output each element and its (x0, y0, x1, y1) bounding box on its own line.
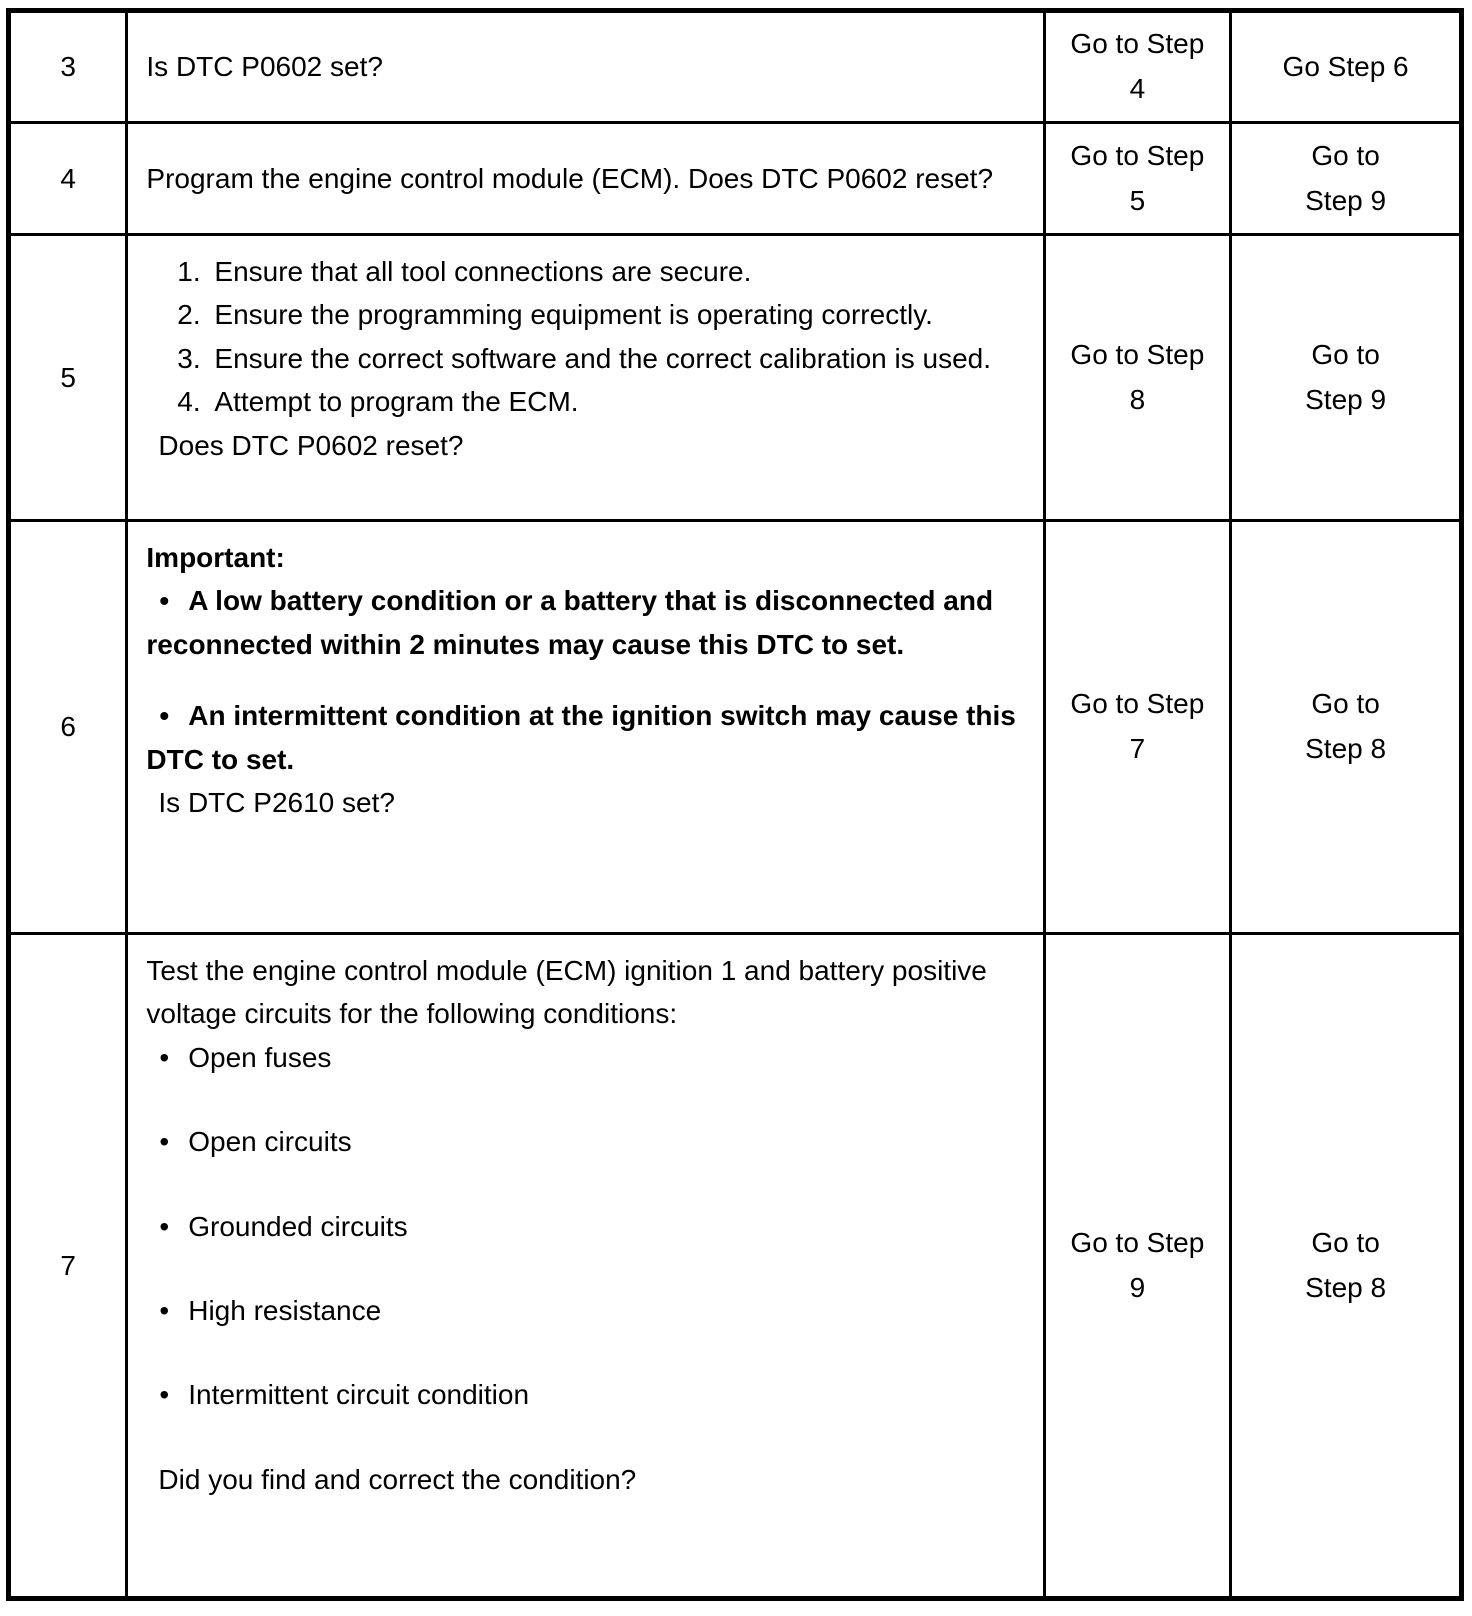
goto-line: Go to (1311, 1226, 1380, 1258)
bullet-text: An intermittent condition at the ignition switch may cause this DTC to set. (146, 700, 1016, 775)
goto-line: Go to Step (1070, 1226, 1205, 1258)
action-cell (127, 11, 1044, 123)
goto-line: Go to (1311, 139, 1380, 171)
bullet-text: High resistance (188, 1294, 382, 1326)
step-number: 4 (60, 162, 76, 194)
bullet-text: Open circuits (188, 1126, 352, 1158)
important-bullet (146, 694, 1018, 781)
action-cell (127, 123, 1044, 235)
goto-line: Go to Step (1070, 338, 1205, 370)
bullet-icon: • (159, 1379, 170, 1411)
table-row-step-6 (9, 521, 1462, 934)
yes-cell (1044, 123, 1231, 235)
goto-line: Step 8 (1305, 1271, 1387, 1303)
no-cell (1231, 235, 1462, 521)
step-number: 3 (60, 51, 76, 83)
table-row-step-7 (9, 934, 1462, 1599)
no-cell (1231, 123, 1462, 235)
goto-line: 4 (1129, 73, 1146, 104)
bullet-text: Grounded circuits (188, 1210, 408, 1242)
step-number-cell (9, 934, 127, 1599)
step-number: 7 (60, 1249, 76, 1281)
goto-line: Go to (1311, 338, 1380, 370)
bullet-text: Open fuses (188, 1041, 332, 1073)
goto-line: Go to Step (1070, 28, 1205, 60)
step-number-cell (9, 123, 127, 235)
instruction-item: 2. Ensure the programming equipment is operating correctly. (208, 293, 1018, 336)
goto-line: 5 (1129, 184, 1146, 216)
action-question: Does DTC P0602 reset? (158, 429, 464, 461)
action-intro: Test the engine control module (ECM) ignition 1 and battery positive voltage circuits for the following conditions: (146, 955, 987, 1030)
step-number-cell (9, 11, 127, 123)
condition-bullet (146, 1205, 1018, 1248)
condition-bullet (146, 1036, 1018, 1079)
no-cell (1231, 521, 1462, 934)
table-row-step-3 (9, 11, 1462, 123)
table-row-step-5 (9, 235, 1462, 521)
bullet-icon: • (159, 585, 170, 617)
dtc-diagnostic-table (6, 8, 1464, 1601)
step-number: 5 (60, 361, 76, 393)
instruction-item: 4. Attempt to program the ECM. (208, 380, 1018, 423)
action-cell (127, 235, 1044, 521)
action-cell (127, 934, 1044, 1599)
bullet-icon: • (159, 1210, 170, 1242)
goto-line: 9 (1129, 1271, 1146, 1303)
goto-line: Go to Step (1070, 139, 1205, 171)
condition-bullet (146, 1289, 1018, 1332)
step-number-cell (9, 235, 127, 521)
yes-cell (1044, 934, 1231, 1599)
instruction-item: 3. Ensure the correct software and the correct calibration is used. (208, 337, 1018, 380)
yes-cell (1044, 11, 1231, 123)
yes-cell (1044, 521, 1231, 934)
action-question: Is DTC P2610 set? (158, 786, 395, 818)
no-cell (1231, 11, 1462, 123)
action-cell (127, 521, 1044, 934)
numbered-instruction-list (146, 250, 1018, 424)
action-content (146, 250, 1018, 497)
important-bullet (146, 579, 1018, 666)
yes-cell (1044, 235, 1231, 521)
action-content (146, 536, 1018, 909)
step-number-cell (9, 521, 127, 934)
bullet-text: Intermittent circuit condition (188, 1379, 530, 1411)
condition-bullet (146, 1120, 1018, 1163)
action-question: Program the engine control module (ECM). Does DTC P0602 reset? (146, 162, 994, 194)
action-question: Did you find and correct the condition? (158, 1463, 637, 1495)
goto-line: Go to Step (1070, 688, 1205, 720)
bullet-icon: • (159, 1126, 170, 1158)
goto-line: Step 9 (1305, 184, 1387, 216)
important-heading: Important: (146, 542, 285, 573)
action-question: Is DTC P0602 set? (146, 51, 383, 83)
bullet-icon: • (159, 1294, 170, 1326)
instruction-item: 1. Ensure that all tool connections are secure. (208, 250, 1018, 293)
bullet-icon: • (159, 1041, 170, 1073)
goto-line: 7 (1129, 733, 1146, 764)
step-number: 6 (60, 711, 76, 743)
goto-line: Step 8 (1305, 733, 1387, 764)
action-content (146, 949, 1018, 1533)
bullet-text: A low battery condition or a battery that is disconnected and reconnected within 2 minutes may cause this DTC to set. (146, 585, 994, 660)
condition-bullet (146, 1373, 1018, 1416)
goto-line: Step 9 (1305, 383, 1387, 415)
bullet-icon: • (159, 700, 170, 732)
goto-line: Go Step 6 (1282, 50, 1409, 82)
goto-line: 8 (1129, 383, 1146, 415)
table-row-step-4 (9, 123, 1462, 235)
no-cell (1231, 934, 1462, 1599)
goto-line: Go to (1311, 688, 1380, 720)
